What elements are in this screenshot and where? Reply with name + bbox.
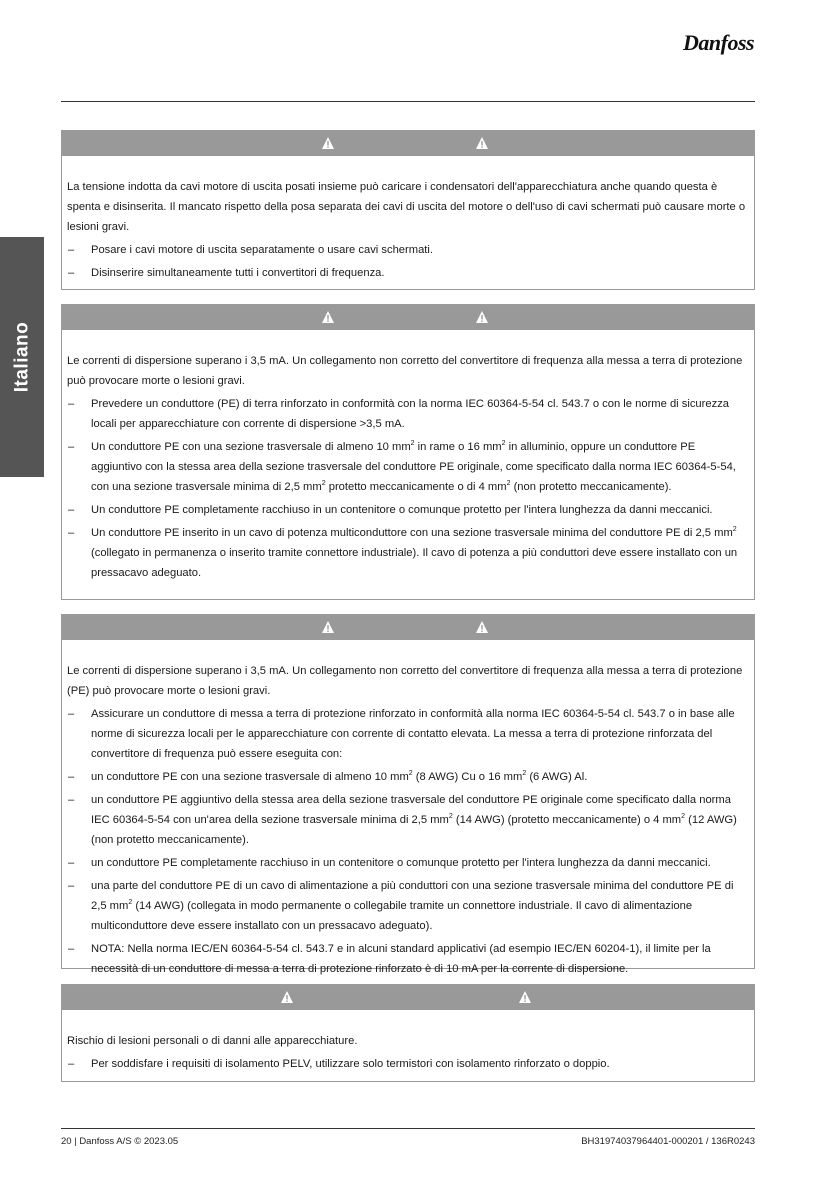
warning-box-induced-voltage [61, 130, 755, 290]
warning-header-bar [62, 131, 754, 156]
language-side-tab [0, 237, 44, 477]
warning-triangle-icon [518, 990, 532, 1004]
warning-list-item: – Prevedere un conduttore (PE) di terra rinforzato in conformità con la norma IEC 60364-5-54 cl. 543.7 o con le norme di sicurezza locali per apparecchiature con corrente di dispersione >3,5 mA. [67, 394, 748, 434]
warning-list-item: – Un conduttore PE inserito in un cavo di potenza multiconduttore con una sezione trasversale minima del conduttore PE di 2,5 $mm^2$ (collegato in permanenza o inserito tramite connettore industriale). Il cavo di potenza a più conduttori deve essere installato con un pressacavo adeguato. [67, 523, 748, 583]
warning-list-item: – Posare i cavi motore di uscita separatamente o usare cavi schermati. [67, 240, 748, 260]
warning-triangle-icon [475, 136, 489, 150]
danfoss-logo: Danfoss [683, 30, 755, 55]
warning-intro-text: La tensione indotta da cavi motore di uscita posati insieme può caricare i condensatori dell'apparecchiatura anche quando questa è spenta e disinserita. Il mancato rispetto della posa separata dei cavi di uscita del motore o dell'uso di cavi schermati può causare morte o lesioni gravi. [67, 181, 746, 233]
caution-list-item: – Per soddisfare i requisiti di isolamento PELV, utilizzare solo termistori con isolamento rinforzato o doppio. [67, 1054, 748, 1074]
warning-box-leakage-current [61, 304, 755, 600]
warning-list-item: – un conduttore PE aggiuntivo della stessa area della sezione trasversale del conduttore PE originale come specificato dalla norma IEC 60364-5-54 con un'area della sezione trasversale minima di 2,5 $mm^2$ (14 AWG) (protetto meccanicamente) o 4 $mm^2$ (12 AWG) (non protetto meccanicamente). [67, 790, 748, 850]
footer-page-info: 20 | Danfoss A/S © 2023.05 [61, 1136, 179, 1147]
warning-triangle-icon [321, 136, 335, 150]
warning-list-item: – un conduttore PE con una sezione trasversale di almeno 10 $mm^2$ (8 AWG) Cu o 16 $mm^2$ (6 AWG) Al. [67, 767, 748, 787]
warning-triangle-icon [321, 310, 335, 324]
warning-list-item: – NOTA: Nella norma IEC/EN 60364-5-54 cl. 543.7 e in alcuni standard applicativi (ad esempio IEC/EN 60204-1), il limite per la necessità di un conduttore di messa a terra di protezione rinforzato è di 10 mA per la corrente di dispersione. [67, 939, 748, 979]
header-divider [61, 101, 755, 102]
warning-list-item: – Assicurare un conduttore di messa a terra di protezione rinforzato in conformità alla norma IEC 60364-5-54 cl. 543.7 o in base alle norme di sicurezza locali per le apparecchiature con corrente di contatto elevata. La messa a terra di protezione rinforzata del convertitore di frequenza può essere eseguita con: [67, 704, 748, 764]
warning-list-item: – Un conduttore PE completamente racchiuso in un contenitore o comunque protetto per l'intera lunghezza da danni meccanici. [67, 500, 748, 520]
warning-intro-text: Le correnti di dispersione superano i 3,5 mA. Un collegamento non corretto del convertitore di frequenza alla messa a terra di protezione può provocare morte o lesioni gravi. [67, 355, 743, 387]
warning-header-bar [62, 615, 754, 640]
caution-box-thermistor [61, 984, 755, 1082]
warning-triangle-icon [475, 310, 489, 324]
warning-box-protective-earth [61, 614, 755, 975]
warning-list-item: – Un conduttore PE con una sezione trasversale di almeno 10 $mm^2$ in rame o 16 $mm^2$ in alluminio, oppure un conduttore PE aggiuntivo con la stessa area della sezione trasversale del conduttore PE originale, come specificato dalla norma IEC 60364-5-54, con una sezione trasversale minima di 2,5 $mm^2$ protetto meccanicamente o di 4 $mm^2$ (non protetto meccanicamente). [67, 437, 748, 497]
warning-list-item: – Disinserire simultaneamente tutti i convertitori di frequenza. [67, 263, 748, 283]
language-tab-label: Italiano [11, 321, 33, 393]
warning-intro-text: Le correnti di dispersione superano i 3,5 mA. Un collegamento non corretto del convertitore di frequenza alla messa a terra di protezione (PE) può provocare morte o lesioni gravi. [67, 665, 743, 697]
warning-list-item: – una parte del conduttore PE di un cavo di alimentazione a più conduttori con una sezione trasversale minima del conduttore PE di 2,5 $mm^2$ (14 AWG) (collegata in modo permanente o collegabile tramite un connettore industriale. Il cavo di alimentazione multiconduttore deve essere installato con un pressacavo adeguato). [67, 876, 748, 936]
warning-triangle-icon [280, 990, 294, 1004]
footer-document-code: BH31974037964401-000201 / 136R0243 [581, 1136, 755, 1147]
footer-divider [61, 1128, 755, 1129]
caution-intro-text: Rischio di lesioni personali o di danni alle apparecchiature. [67, 1035, 358, 1047]
warning-triangle-icon [475, 620, 489, 634]
caution-header-bar [62, 985, 754, 1010]
warning-list-item: – un conduttore PE completamente racchiuso in un contenitore o comunque protetto per l'intera lunghezza da danni meccanici. [67, 853, 748, 873]
warning-triangle-icon [321, 620, 335, 634]
warning-header-bar [62, 305, 754, 330]
